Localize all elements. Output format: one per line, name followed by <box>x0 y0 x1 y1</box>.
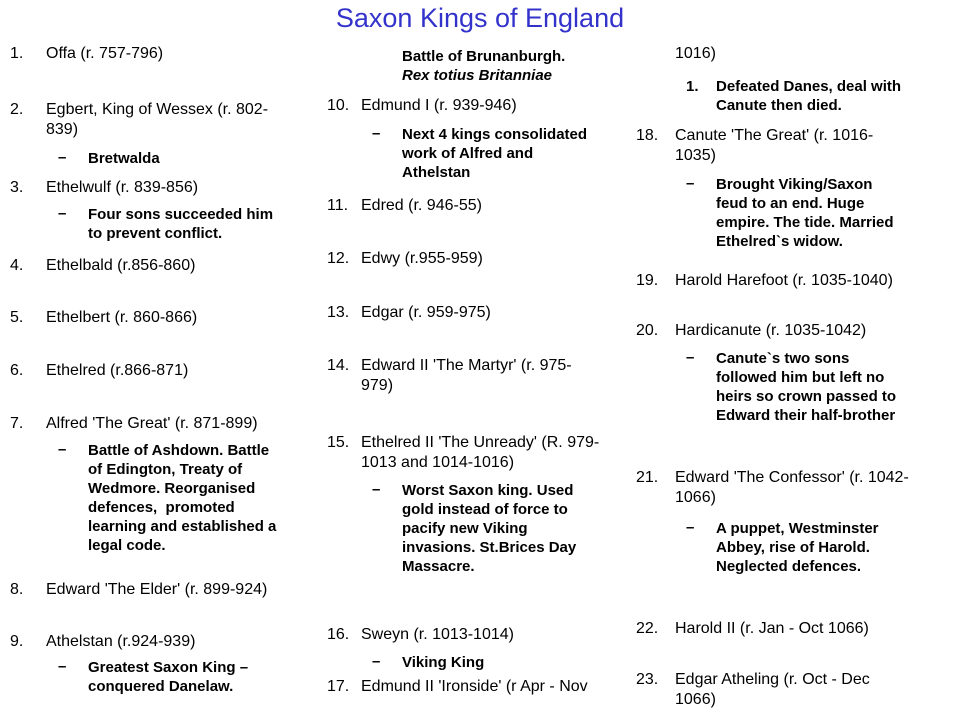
bullet-dash: – <box>372 481 381 498</box>
king-ethelbert: Ethelbert (r. 860-866) <box>46 309 198 326</box>
list-number: 10. <box>327 97 350 114</box>
king-edmund-i: Edmund I (r. 939-946) <box>361 97 517 114</box>
list-number: 23. <box>636 671 659 688</box>
bullet-dash: – <box>372 125 381 142</box>
list-number: 20. <box>636 322 659 339</box>
list-number: 14. <box>327 357 350 374</box>
list-number: 4. <box>10 257 24 274</box>
bullet-dash: – <box>372 653 381 670</box>
king-edmund-ii-continued: 1016) <box>675 45 716 62</box>
bullet-dash: – <box>686 175 695 192</box>
list-number: 15. <box>327 434 350 451</box>
king-alfred: Alfred 'The Great' (r. 871-899) <box>46 415 258 432</box>
list-number: 16. <box>327 626 350 643</box>
note-sweyn: Viking King <box>402 654 485 671</box>
note-alfred: Battle of Ashdown. Battle of Edington, Treaty of Wedmore. Reorganised defences, promoted learning and established a legal code. <box>88 442 277 554</box>
king-edmund-ii: Edmund II 'Ironside' (r Apr - Nov <box>361 678 588 695</box>
king-sweyn: Sweyn (r. 1013-1014) <box>361 626 514 643</box>
note-edmund-ii: Defeated Danes, deal with Canute then died. <box>716 78 902 114</box>
list-number: 9. <box>10 633 24 650</box>
king-hardicanute: Hardicanute (r. 1035-1042) <box>675 322 867 339</box>
bullet-dash: – <box>58 441 67 458</box>
bullet-dash: – <box>58 149 67 166</box>
king-edred: Edred (r. 946-55) <box>361 197 482 214</box>
king-offa: Offa (r. 757-796) <box>46 45 164 62</box>
king-egbert: Egbert, King of Wessex (r. 802- 839) <box>46 101 269 138</box>
bullet-dash: – <box>686 349 695 366</box>
note-hardicanute: Canute`s two sons followed him but left no heirs so crown passed to Edward their half-brother <box>716 350 897 424</box>
note-athelstan: Greatest Saxon King – conquered Danelaw. <box>88 659 249 695</box>
list-number: 12. <box>327 250 350 267</box>
list-number: 6. <box>10 362 24 379</box>
list-number: 17. <box>327 678 350 695</box>
king-canute: Canute 'The Great' (r. 1016- 1035) <box>675 127 874 164</box>
list-number: 1. <box>10 45 24 62</box>
bullet-dash: – <box>58 658 67 675</box>
note-edward-confessor: A puppet, Westminster Abbey, rise of Harold. Neglected defences. <box>716 520 879 575</box>
king-harold-harefoot: Harold Harefoot (r. 1035-1040) <box>675 272 893 289</box>
list-number: 1. <box>686 78 699 95</box>
king-edgar-atheling: Edgar Atheling (r. Oct - Dec 1066) <box>675 671 870 708</box>
king-ethelwulf: Ethelwulf (r. 839-856) <box>46 179 199 196</box>
list-number: 7. <box>10 415 24 432</box>
list-number: 22. <box>636 620 659 637</box>
note-athelstan-continued: Battle of Brunanburgh. <box>402 48 566 65</box>
king-edwy: Edwy (r.955-959) <box>361 250 483 267</box>
bullet-dash: – <box>58 205 67 222</box>
king-athelstan: Athelstan (r.924-939) <box>46 633 196 650</box>
list-number: 11. <box>327 197 349 214</box>
king-edward-elder: Edward 'The Elder' (r. 899-924) <box>46 581 268 598</box>
list-number: 3. <box>10 179 24 196</box>
list-number: 21. <box>636 469 659 486</box>
slide-title: Saxon Kings of England <box>335 3 625 33</box>
list-number: 5. <box>10 309 24 326</box>
king-harold-ii: Harold II (r. Jan - Oct 1066) <box>675 620 869 637</box>
king-edward-martyr: Edward II 'The Martyr' (r. 975- 979) <box>361 357 572 394</box>
list-number: 18. <box>636 127 659 144</box>
king-ethelbald: Ethelbald (r.856-860) <box>46 257 196 274</box>
king-ethelred: Ethelred (r.866-871) <box>46 362 189 379</box>
note-athelstan-continued-latin: Rex totius Britanniae <box>402 67 553 84</box>
king-edward-confessor: Edward 'The Confessor' (r. 1042- 1066) <box>675 469 909 506</box>
bullet-dash: – <box>686 519 695 536</box>
list-number: 13. <box>327 304 350 321</box>
list-number: 19. <box>636 272 659 289</box>
list-number: 2. <box>10 101 24 118</box>
king-edgar: Edgar (r. 959-975) <box>361 304 491 321</box>
note-ethelred-ii: Worst Saxon king. Used gold instead of force to pacify new Viking invasions. St.Brices Day Massacre. <box>402 482 577 575</box>
note-edmund-i: Next 4 kings consolidated work of Alfred and Athelstan <box>402 126 588 181</box>
king-ethelred-ii: Ethelred II 'The Unready' (R. 979- 1013 and 1014-1016) <box>361 434 600 471</box>
note-canute: Brought Viking/Saxon feud to an end. Huge empire. The tide. Married Ethelred`s widow. <box>716 176 894 250</box>
note-egbert: Bretwalda <box>88 150 160 167</box>
note-ethelwulf: Four sons succeeded him to prevent conflict. <box>88 206 274 242</box>
list-number: 8. <box>10 581 24 598</box>
